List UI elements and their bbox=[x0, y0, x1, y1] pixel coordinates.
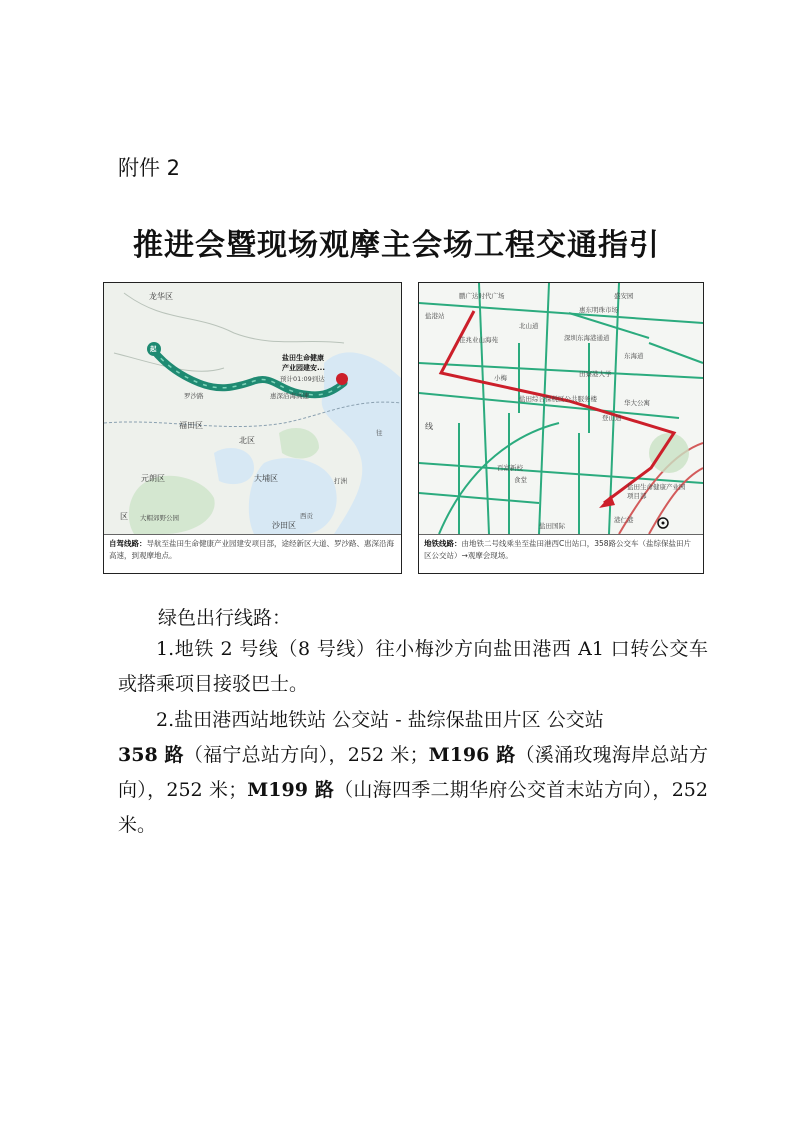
route-m196-detail: （溪涌玫瑰海岸总站方向），252 米； bbox=[118, 744, 708, 801]
route-358-detail: （福宁总站方向），252 米； bbox=[183, 744, 429, 766]
map-label-beiqu: 北区 bbox=[239, 436, 255, 445]
green-travel-heading: 绿色出行线路： bbox=[158, 607, 292, 629]
metro-caption-label: 地铁线路： bbox=[424, 539, 462, 548]
metro-caption-text: 由地铁二号线乘坐至盐田港西C出站口，358路公交车（盐综保盐田片区公交站）→观摩会现场。 bbox=[424, 539, 692, 560]
map-label-gongyuan: 华大公寓 bbox=[624, 399, 650, 407]
map-label-xiaomei: 小梅 bbox=[494, 374, 507, 382]
map-label-longhua: 龙华区 bbox=[149, 292, 173, 301]
map-label-haitong: 深圳东海港通道 bbox=[564, 334, 610, 342]
map-label-sai-kung: 西贡 bbox=[300, 512, 313, 520]
map-label-qu: 区 bbox=[120, 512, 128, 521]
route-item-2-prefix: 2.盐田港西站地铁站 公交站 - 盐综保盐田片区 公交站 bbox=[156, 709, 604, 731]
map-label-shatian: 沙田区 bbox=[272, 521, 296, 530]
destination-label: 盐田生命健康 bbox=[282, 354, 324, 362]
map-label-yantiangang: 盐港站 bbox=[425, 312, 445, 320]
document-title: 推进会暨现场观摩主会场工程交通指引 bbox=[133, 228, 660, 263]
map-label-plaza: 鹏广达时代广场 bbox=[459, 292, 505, 300]
route-item-1: 1.地铁 2 号线（8 号线）往小梅沙方向盐田港西 A1 口转公交车或搭乘项目接驳巴士。 bbox=[118, 638, 708, 695]
map-label-jiaqiu: 佳兆业山海苑 bbox=[459, 336, 498, 344]
route-m199-detail: （山海四季二期华府公交首末站方向），252 米。 bbox=[118, 779, 708, 836]
map-label-market: 惠东明珠市场 bbox=[579, 306, 618, 314]
route-358-name: 358 路 bbox=[118, 744, 184, 766]
map-label-line: 线 bbox=[425, 422, 433, 431]
map-label-dapu: 大埔区 bbox=[254, 474, 278, 483]
map-label-ansheng: 盛安园 bbox=[614, 292, 634, 300]
map-label-haihe: 东海道 bbox=[624, 352, 644, 360]
road-label: 罗沙路 bbox=[184, 392, 204, 400]
attachment-label: 附件 2 bbox=[118, 156, 181, 180]
metro-route-map bbox=[418, 282, 704, 574]
map-label-yuanlang: 元朗区 bbox=[141, 474, 165, 483]
start-marker: 起 bbox=[150, 345, 157, 353]
driving-caption-text: 导航至盐田生命健康产业园建安项目部，途经新区大道、罗沙路、惠深沿海高速，到观摩地点。 bbox=[109, 539, 394, 560]
map-label-dengguo: 登山道 bbox=[602, 414, 622, 422]
route-item-2 bbox=[118, 703, 708, 843]
driving-route-map bbox=[103, 282, 402, 574]
map-label-country-park: 大帽郊野公园 bbox=[140, 514, 179, 522]
road-label-2: 惠深沿海高速 bbox=[270, 392, 309, 400]
route-m196-name: M196 路 bbox=[428, 744, 516, 766]
destination-label-line2: 产业园建安... bbox=[282, 364, 325, 372]
map-label-hongren: 港仁港 bbox=[614, 516, 634, 524]
route-m199-name: M199 路 bbox=[247, 779, 335, 801]
map-label-beishan: 北山道 bbox=[519, 322, 539, 330]
map-label-yantian-intl: 盐田国际 bbox=[539, 522, 565, 530]
driving-map-graphic bbox=[104, 283, 401, 534]
driving-caption-label: 自驾线路： bbox=[109, 539, 147, 548]
map-label-shitang: 食堂 bbox=[514, 476, 527, 484]
map-label-zhonghua: 盐田综合保税区公共服务楼 bbox=[519, 395, 597, 403]
driving-caption bbox=[104, 534, 401, 573]
map-label-yiwang: 往 bbox=[376, 429, 383, 437]
map-label-dengzhou: 打洲 bbox=[334, 477, 347, 485]
eta-label: 预计01:09到达 bbox=[280, 375, 325, 383]
map-label-baifu: 百富新校 bbox=[497, 464, 523, 472]
map-label-futian: 福田区 bbox=[179, 421, 203, 430]
metro-caption bbox=[419, 534, 703, 573]
map-label-destination: 盐田生命健康产业园项目部 bbox=[627, 483, 686, 500]
map-label-tianbao: 田寮港大学 bbox=[579, 370, 612, 378]
